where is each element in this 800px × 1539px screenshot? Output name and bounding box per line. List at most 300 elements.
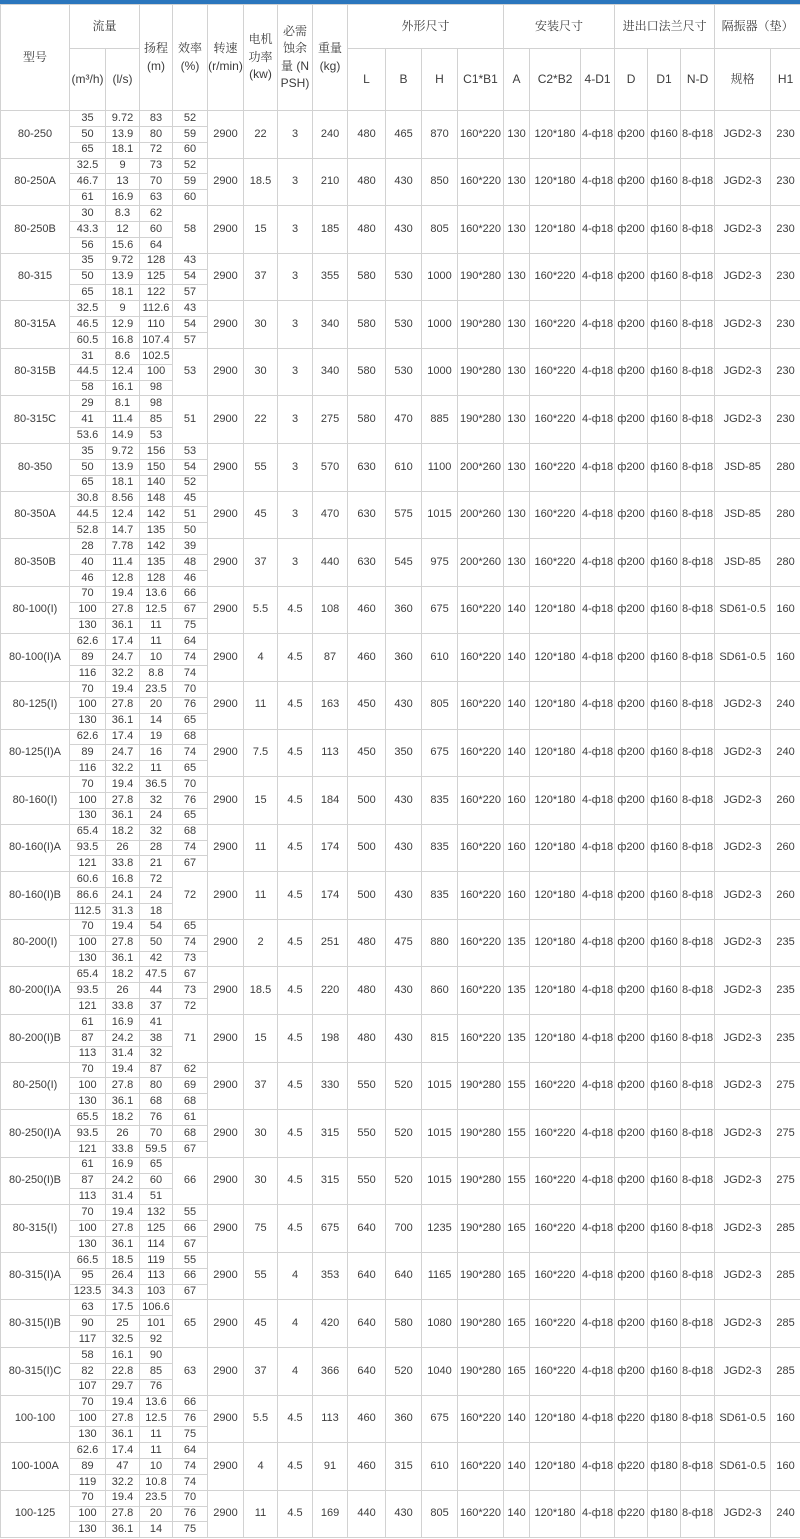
efficiency-cell: 43 <box>173 301 208 317</box>
dim-L-cell: 460 <box>348 1443 386 1491</box>
install-A-cell: 130 <box>504 444 530 492</box>
efficiency-cell: 76 <box>173 697 208 713</box>
flange-D1-cell: ф180 <box>648 1395 681 1443</box>
table-row <box>1 586 800 602</box>
install-A-cell: 165 <box>504 1348 530 1396</box>
flow-m3h-cell: 89 <box>70 650 106 666</box>
flow-ls-cell: 33.8 <box>106 856 140 872</box>
head-cell: 23.5 <box>140 681 173 697</box>
flow-ls-cell: 12.9 <box>106 317 140 333</box>
install-4D1-cell: 4-ф18 <box>581 301 615 349</box>
col-A: A <box>504 49 530 111</box>
head-cell: 42 <box>140 951 173 967</box>
flow-ls-cell: 36.1 <box>106 1427 140 1443</box>
flow-m3h-cell: 62.6 <box>70 729 106 745</box>
npsh-cell: 4.5 <box>278 872 313 920</box>
flow-m3h-cell: 60.5 <box>70 333 106 349</box>
isolator-spec-cell: JGD2-3 <box>715 253 771 301</box>
npsh-cell: 4.5 <box>278 1490 313 1538</box>
dim-H-cell: 815 <box>422 1014 458 1062</box>
efficiency-cell: 50 <box>173 523 208 539</box>
dim-C1B1-cell: 160*220 <box>458 1490 504 1538</box>
dim-C1B1-cell: 190*280 <box>458 1205 504 1253</box>
efficiency-cell: 73 <box>173 951 208 967</box>
head-cell: 41 <box>140 1014 173 1030</box>
flange-ND-cell: 8-ф18 <box>681 1300 715 1348</box>
install-4D1-cell: 4-ф18 <box>581 872 615 920</box>
efficiency-cell: 66 <box>173 586 208 602</box>
head-cell: 12.5 <box>140 1411 173 1427</box>
npsh-cell: 3 <box>278 348 313 396</box>
install-A-cell: 155 <box>504 1157 530 1205</box>
flange-D-cell: ф200 <box>615 1062 648 1110</box>
head-cell: 156 <box>140 444 173 460</box>
efficiency-cell: 67 <box>173 602 208 618</box>
isolator-spec-cell: JGD2-3 <box>715 348 771 396</box>
flange-D1-cell: ф160 <box>648 396 681 444</box>
flow-m3h-cell: 70 <box>70 1395 106 1411</box>
install-A-cell: 160 <box>504 872 530 920</box>
efficiency-cell: 65 <box>173 761 208 777</box>
flange-ND-cell: 8-ф18 <box>681 158 715 206</box>
flow-m3h-cell: 35 <box>70 253 106 269</box>
flow-ls-cell: 12 <box>106 222 140 238</box>
flange-D-cell: ф220 <box>615 1443 648 1491</box>
install-A-cell: 140 <box>504 681 530 729</box>
isolator-H1-cell: 235 <box>771 1014 800 1062</box>
weight-cell: 470 <box>313 491 348 539</box>
motor-power-cell: 37 <box>244 1348 278 1396</box>
efficiency-cell: 76 <box>173 1411 208 1427</box>
efficiency-cell: 75 <box>173 1522 208 1538</box>
flange-D1-cell: ф160 <box>648 824 681 872</box>
head-cell: 54 <box>140 919 173 935</box>
dim-L-cell: 500 <box>348 777 386 825</box>
isolator-spec-cell: JSD-85 <box>715 444 771 492</box>
install-C2B2-cell: 160*220 <box>530 1157 581 1205</box>
isolator-H1-cell: 260 <box>771 777 800 825</box>
efficiency-cell: 43 <box>173 253 208 269</box>
flow-ls-cell: 18.1 <box>106 142 140 158</box>
efficiency-cell: 54 <box>173 269 208 285</box>
flow-m3h-cell: 130 <box>70 1427 106 1443</box>
isolator-H1-cell: 280 <box>771 539 800 587</box>
flow-m3h-cell: 86.6 <box>70 888 106 904</box>
flow-ls-cell: 12.4 <box>106 507 140 523</box>
isolator-spec-cell: JGD2-3 <box>715 681 771 729</box>
flow-ls-cell: 31.4 <box>106 1046 140 1062</box>
flow-ls-cell: 13.9 <box>106 126 140 142</box>
head-cell: 8.8 <box>140 666 173 682</box>
model-cell: 80-315(I) <box>1 1205 70 1253</box>
dim-H-cell: 880 <box>422 919 458 967</box>
col-motor-power: 电机功率 (kw) <box>244 5 278 111</box>
install-4D1-cell: 4-ф18 <box>581 539 615 587</box>
weight-cell: 315 <box>313 1157 348 1205</box>
flow-ls-cell: 19.4 <box>106 1395 140 1411</box>
flow-m3h-cell: 100 <box>70 935 106 951</box>
flow-ls-cell: 27.8 <box>106 697 140 713</box>
speed-cell: 2900 <box>208 1110 244 1158</box>
dim-L-cell: 630 <box>348 539 386 587</box>
weight-cell: 185 <box>313 206 348 254</box>
flange-D1-cell: ф160 <box>648 1300 681 1348</box>
flange-D1-cell: ф160 <box>648 539 681 587</box>
efficiency-cell: 55 <box>173 1205 208 1221</box>
dim-B-cell: 430 <box>386 824 422 872</box>
efficiency-cell: 52 <box>173 111 208 127</box>
table-row <box>1 491 800 507</box>
flange-D-cell: ф200 <box>615 1157 648 1205</box>
efficiency-cell: 51 <box>173 507 208 523</box>
model-cell: 80-100(I) <box>1 586 70 634</box>
col-H: H <box>422 49 458 111</box>
install-C2B2-cell: 160*220 <box>530 301 581 349</box>
speed-cell: 2900 <box>208 872 244 920</box>
head-cell: 11 <box>140 761 173 777</box>
table-header <box>1 5 800 111</box>
install-4D1-cell: 4-ф18 <box>581 491 615 539</box>
npsh-cell: 4.5 <box>278 1205 313 1253</box>
isolator-spec-cell: JGD2-3 <box>715 1300 771 1348</box>
flow-m3h-cell: 93.5 <box>70 840 106 856</box>
head-cell: 28 <box>140 840 173 856</box>
weight-cell: 251 <box>313 919 348 967</box>
install-C2B2-cell: 160*220 <box>530 1348 581 1396</box>
weight-cell: 163 <box>313 681 348 729</box>
weight-cell: 210 <box>313 158 348 206</box>
flow-ls-cell: 19.4 <box>106 681 140 697</box>
efficiency-cell: 62 <box>173 1062 208 1078</box>
weight-cell: 198 <box>313 1014 348 1062</box>
head-cell: 72 <box>140 142 173 158</box>
col-weight: 重量 (kg) <box>313 5 348 111</box>
efficiency-cell: 52 <box>173 158 208 174</box>
dim-B-cell: 430 <box>386 206 422 254</box>
efficiency-cell: 75 <box>173 1427 208 1443</box>
npsh-cell: 4.5 <box>278 824 313 872</box>
motor-power-cell: 11 <box>244 872 278 920</box>
dim-L-cell: 580 <box>348 348 386 396</box>
install-A-cell: 135 <box>504 967 530 1015</box>
flange-D1-cell: ф160 <box>648 777 681 825</box>
flow-m3h-cell: 95 <box>70 1268 106 1284</box>
col-L: L <box>348 49 386 111</box>
head-cell: 60 <box>140 222 173 238</box>
flange-D1-cell: ф160 <box>648 1348 681 1396</box>
flow-m3h-cell: 121 <box>70 1141 106 1157</box>
flow-m3h-cell: 116 <box>70 761 106 777</box>
flow-ls-cell: 27.8 <box>106 602 140 618</box>
dim-H-cell: 1165 <box>422 1252 458 1300</box>
head-cell: 36.5 <box>140 777 173 793</box>
speed-cell: 2900 <box>208 681 244 729</box>
head-cell: 135 <box>140 523 173 539</box>
dim-B-cell: 530 <box>386 301 422 349</box>
install-C2B2-cell: 160*220 <box>530 1252 581 1300</box>
flow-ls-cell: 17.4 <box>106 1443 140 1459</box>
efficiency-cell: 46 <box>173 570 208 586</box>
col-group-flange: 进出口法兰尺寸 <box>615 5 715 49</box>
efficiency-cell: 58 <box>173 206 208 254</box>
flow-m3h-cell: 100 <box>70 792 106 808</box>
flange-D-cell: ф200 <box>615 1205 648 1253</box>
efficiency-cell: 65 <box>173 1300 208 1348</box>
dim-L-cell: 550 <box>348 1062 386 1110</box>
install-C2B2-cell: 120*180 <box>530 919 581 967</box>
weight-cell: 355 <box>313 253 348 301</box>
col-H1: H1 <box>771 49 800 111</box>
weight-cell: 675 <box>313 1205 348 1253</box>
weight-cell: 570 <box>313 444 348 492</box>
head-cell: 101 <box>140 1316 173 1332</box>
flow-ls-cell: 31.4 <box>106 1189 140 1205</box>
install-C2B2-cell: 120*180 <box>530 824 581 872</box>
col-group-isolator: 隔振器（垫） <box>715 5 800 49</box>
flow-ls-cell: 33.8 <box>106 1141 140 1157</box>
flow-ls-cell: 16.1 <box>106 380 140 396</box>
motor-power-cell: 15 <box>244 206 278 254</box>
flow-m3h-cell: 35 <box>70 444 106 460</box>
flow-ls-cell: 8.1 <box>106 396 140 412</box>
flow-m3h-cell: 121 <box>70 856 106 872</box>
dim-B-cell: 360 <box>386 586 422 634</box>
speed-cell: 2900 <box>208 1157 244 1205</box>
flow-ls-cell: 26 <box>106 983 140 999</box>
flange-ND-cell: 8-ф18 <box>681 491 715 539</box>
dim-L-cell: 550 <box>348 1157 386 1205</box>
install-A-cell: 140 <box>504 1490 530 1538</box>
head-cell: 102.5 <box>140 348 173 364</box>
dim-H-cell: 1000 <box>422 348 458 396</box>
flow-ls-cell: 19.4 <box>106 777 140 793</box>
speed-cell: 2900 <box>208 1300 244 1348</box>
flow-ls-cell: 17.4 <box>106 634 140 650</box>
flow-m3h-cell: 44.5 <box>70 507 106 523</box>
flow-m3h-cell: 130 <box>70 1237 106 1253</box>
isolator-H1-cell: 230 <box>771 253 800 301</box>
model-cell: 80-315B <box>1 348 70 396</box>
install-C2B2-cell: 120*180 <box>530 634 581 682</box>
head-cell: 122 <box>140 285 173 301</box>
flow-m3h-cell: 61 <box>70 190 106 206</box>
flow-ls-cell: 9.72 <box>106 444 140 460</box>
table-row <box>1 967 800 983</box>
dim-B-cell: 530 <box>386 348 422 396</box>
dim-H-cell: 675 <box>422 1395 458 1443</box>
dim-B-cell: 430 <box>386 872 422 920</box>
install-4D1-cell: 4-ф18 <box>581 967 615 1015</box>
dim-H-cell: 610 <box>422 1443 458 1491</box>
flow-m3h-cell: 82 <box>70 1363 106 1379</box>
install-4D1-cell: 4-ф18 <box>581 1014 615 1062</box>
install-4D1-cell: 4-ф18 <box>581 824 615 872</box>
weight-cell: 169 <box>313 1490 348 1538</box>
motor-power-cell: 55 <box>244 444 278 492</box>
dim-L-cell: 440 <box>348 1490 386 1538</box>
flange-D-cell: ф200 <box>615 1348 648 1396</box>
flow-m3h-cell: 52.8 <box>70 523 106 539</box>
install-4D1-cell: 4-ф18 <box>581 1395 615 1443</box>
weight-cell: 340 <box>313 348 348 396</box>
install-C2B2-cell: 120*180 <box>530 1443 581 1491</box>
model-cell: 80-250A <box>1 158 70 206</box>
head-cell: 83 <box>140 111 173 127</box>
flow-m3h-cell: 65.4 <box>70 824 106 840</box>
flange-D-cell: ф220 <box>615 1395 648 1443</box>
dim-H-cell: 860 <box>422 967 458 1015</box>
install-4D1-cell: 4-ф18 <box>581 348 615 396</box>
weight-cell: 113 <box>313 729 348 777</box>
efficiency-cell: 70 <box>173 681 208 697</box>
flow-m3h-cell: 30.8 <box>70 491 106 507</box>
efficiency-cell: 66 <box>173 1395 208 1411</box>
speed-cell: 2900 <box>208 634 244 682</box>
dim-H-cell: 610 <box>422 634 458 682</box>
npsh-cell: 4.5 <box>278 681 313 729</box>
flange-D-cell: ф200 <box>615 396 648 444</box>
isolator-H1-cell: 260 <box>771 824 800 872</box>
flow-m3h-cell: 93.5 <box>70 1126 106 1142</box>
install-4D1-cell: 4-ф18 <box>581 1443 615 1491</box>
motor-power-cell: 18.5 <box>244 967 278 1015</box>
head-cell: 103 <box>140 1284 173 1300</box>
flow-m3h-cell: 31 <box>70 348 106 364</box>
efficiency-cell: 66 <box>173 1221 208 1237</box>
install-C2B2-cell: 120*180 <box>530 586 581 634</box>
head-cell: 128 <box>140 253 173 269</box>
dim-B-cell: 430 <box>386 158 422 206</box>
flow-ls-cell: 17.4 <box>106 729 140 745</box>
isolator-H1-cell: 160 <box>771 1443 800 1491</box>
motor-power-cell: 37 <box>244 539 278 587</box>
flange-ND-cell: 8-ф18 <box>681 396 715 444</box>
install-C2B2-cell: 120*180 <box>530 729 581 777</box>
motor-power-cell: 4 <box>244 634 278 682</box>
speed-cell: 2900 <box>208 253 244 301</box>
install-C2B2-cell: 120*180 <box>530 1490 581 1538</box>
weight-cell: 240 <box>313 111 348 159</box>
dim-H-cell: 1015 <box>422 1062 458 1110</box>
install-A-cell: 160 <box>504 777 530 825</box>
head-cell: 80 <box>140 1078 173 1094</box>
dim-B-cell: 465 <box>386 111 422 159</box>
npsh-cell: 4.5 <box>278 1062 313 1110</box>
weight-cell: 113 <box>313 1395 348 1443</box>
efficiency-cell: 66 <box>173 1157 208 1205</box>
flow-ls-cell: 36.1 <box>106 1237 140 1253</box>
speed-cell: 2900 <box>208 1062 244 1110</box>
head-cell: 90 <box>140 1348 173 1364</box>
speed-cell: 2900 <box>208 1014 244 1062</box>
head-cell: 44 <box>140 983 173 999</box>
install-A-cell: 165 <box>504 1205 530 1253</box>
flow-m3h-cell: 62.6 <box>70 634 106 650</box>
efficiency-cell: 48 <box>173 555 208 571</box>
install-4D1-cell: 4-ф18 <box>581 1252 615 1300</box>
head-cell: 11 <box>140 618 173 634</box>
npsh-cell: 4.5 <box>278 919 313 967</box>
flow-m3h-cell: 113 <box>70 1046 106 1062</box>
npsh-cell: 3 <box>278 301 313 349</box>
dim-L-cell: 640 <box>348 1252 386 1300</box>
efficiency-cell: 66 <box>173 1268 208 1284</box>
flange-ND-cell: 8-ф18 <box>681 1062 715 1110</box>
model-cell: 80-315 <box>1 253 70 301</box>
efficiency-cell: 74 <box>173 1459 208 1475</box>
isolator-H1-cell: 230 <box>771 348 800 396</box>
motor-power-cell: 55 <box>244 1252 278 1300</box>
flow-ls-cell: 26 <box>106 1126 140 1142</box>
dim-L-cell: 480 <box>348 158 386 206</box>
motor-power-cell: 18.5 <box>244 158 278 206</box>
flow-m3h-cell: 112.5 <box>70 903 106 919</box>
npsh-cell: 3 <box>278 206 313 254</box>
install-A-cell: 140 <box>504 729 530 777</box>
dim-L-cell: 500 <box>348 872 386 920</box>
flow-m3h-cell: 117 <box>70 1332 106 1348</box>
flow-ls-cell: 7.78 <box>106 539 140 555</box>
dim-C1B1-cell: 190*280 <box>458 1300 504 1348</box>
isolator-H1-cell: 240 <box>771 681 800 729</box>
col-D: D <box>615 49 648 111</box>
dim-B-cell: 610 <box>386 444 422 492</box>
motor-power-cell: 7.5 <box>244 729 278 777</box>
head-cell: 12.5 <box>140 602 173 618</box>
efficiency-cell: 74 <box>173 935 208 951</box>
flow-ls-cell: 31.3 <box>106 903 140 919</box>
head-cell: 20 <box>140 697 173 713</box>
motor-power-cell: 37 <box>244 1062 278 1110</box>
motor-power-cell: 30 <box>244 1110 278 1158</box>
flow-ls-cell: 24.7 <box>106 745 140 761</box>
flow-m3h-cell: 70 <box>70 777 106 793</box>
dim-H-cell: 975 <box>422 539 458 587</box>
flow-ls-cell: 17.5 <box>106 1300 140 1316</box>
isolator-spec-cell: SD61-0.5 <box>715 634 771 682</box>
flange-ND-cell: 8-ф18 <box>681 1252 715 1300</box>
speed-cell: 2900 <box>208 539 244 587</box>
npsh-cell: 4.5 <box>278 967 313 1015</box>
install-4D1-cell: 4-ф18 <box>581 111 615 159</box>
isolator-H1-cell: 230 <box>771 301 800 349</box>
flange-ND-cell: 8-ф18 <box>681 444 715 492</box>
head-cell: 64 <box>140 237 173 253</box>
efficiency-cell: 75 <box>173 618 208 634</box>
isolator-spec-cell: JSD-85 <box>715 539 771 587</box>
efficiency-cell: 65 <box>173 919 208 935</box>
flange-D-cell: ф200 <box>615 111 648 159</box>
flow-ls-cell: 24.2 <box>106 1173 140 1189</box>
flow-m3h-cell: 93.5 <box>70 983 106 999</box>
install-4D1-cell: 4-ф18 <box>581 1062 615 1110</box>
head-cell: 106.6 <box>140 1300 173 1316</box>
flow-ls-cell: 18.1 <box>106 475 140 491</box>
table-row <box>1 1062 800 1078</box>
model-cell: 80-315(I)C <box>1 1348 70 1396</box>
flow-m3h-cell: 89 <box>70 1459 106 1475</box>
table-row <box>1 253 800 269</box>
flow-ls-cell: 32.2 <box>106 761 140 777</box>
efficiency-cell: 74 <box>173 650 208 666</box>
dim-C1B1-cell: 160*220 <box>458 919 504 967</box>
flange-D-cell: ф200 <box>615 967 648 1015</box>
model-cell: 80-200(I)B <box>1 1014 70 1062</box>
install-4D1-cell: 4-ф18 <box>581 681 615 729</box>
flange-D-cell: ф200 <box>615 919 648 967</box>
install-C2B2-cell: 120*180 <box>530 111 581 159</box>
efficiency-cell: 39 <box>173 539 208 555</box>
